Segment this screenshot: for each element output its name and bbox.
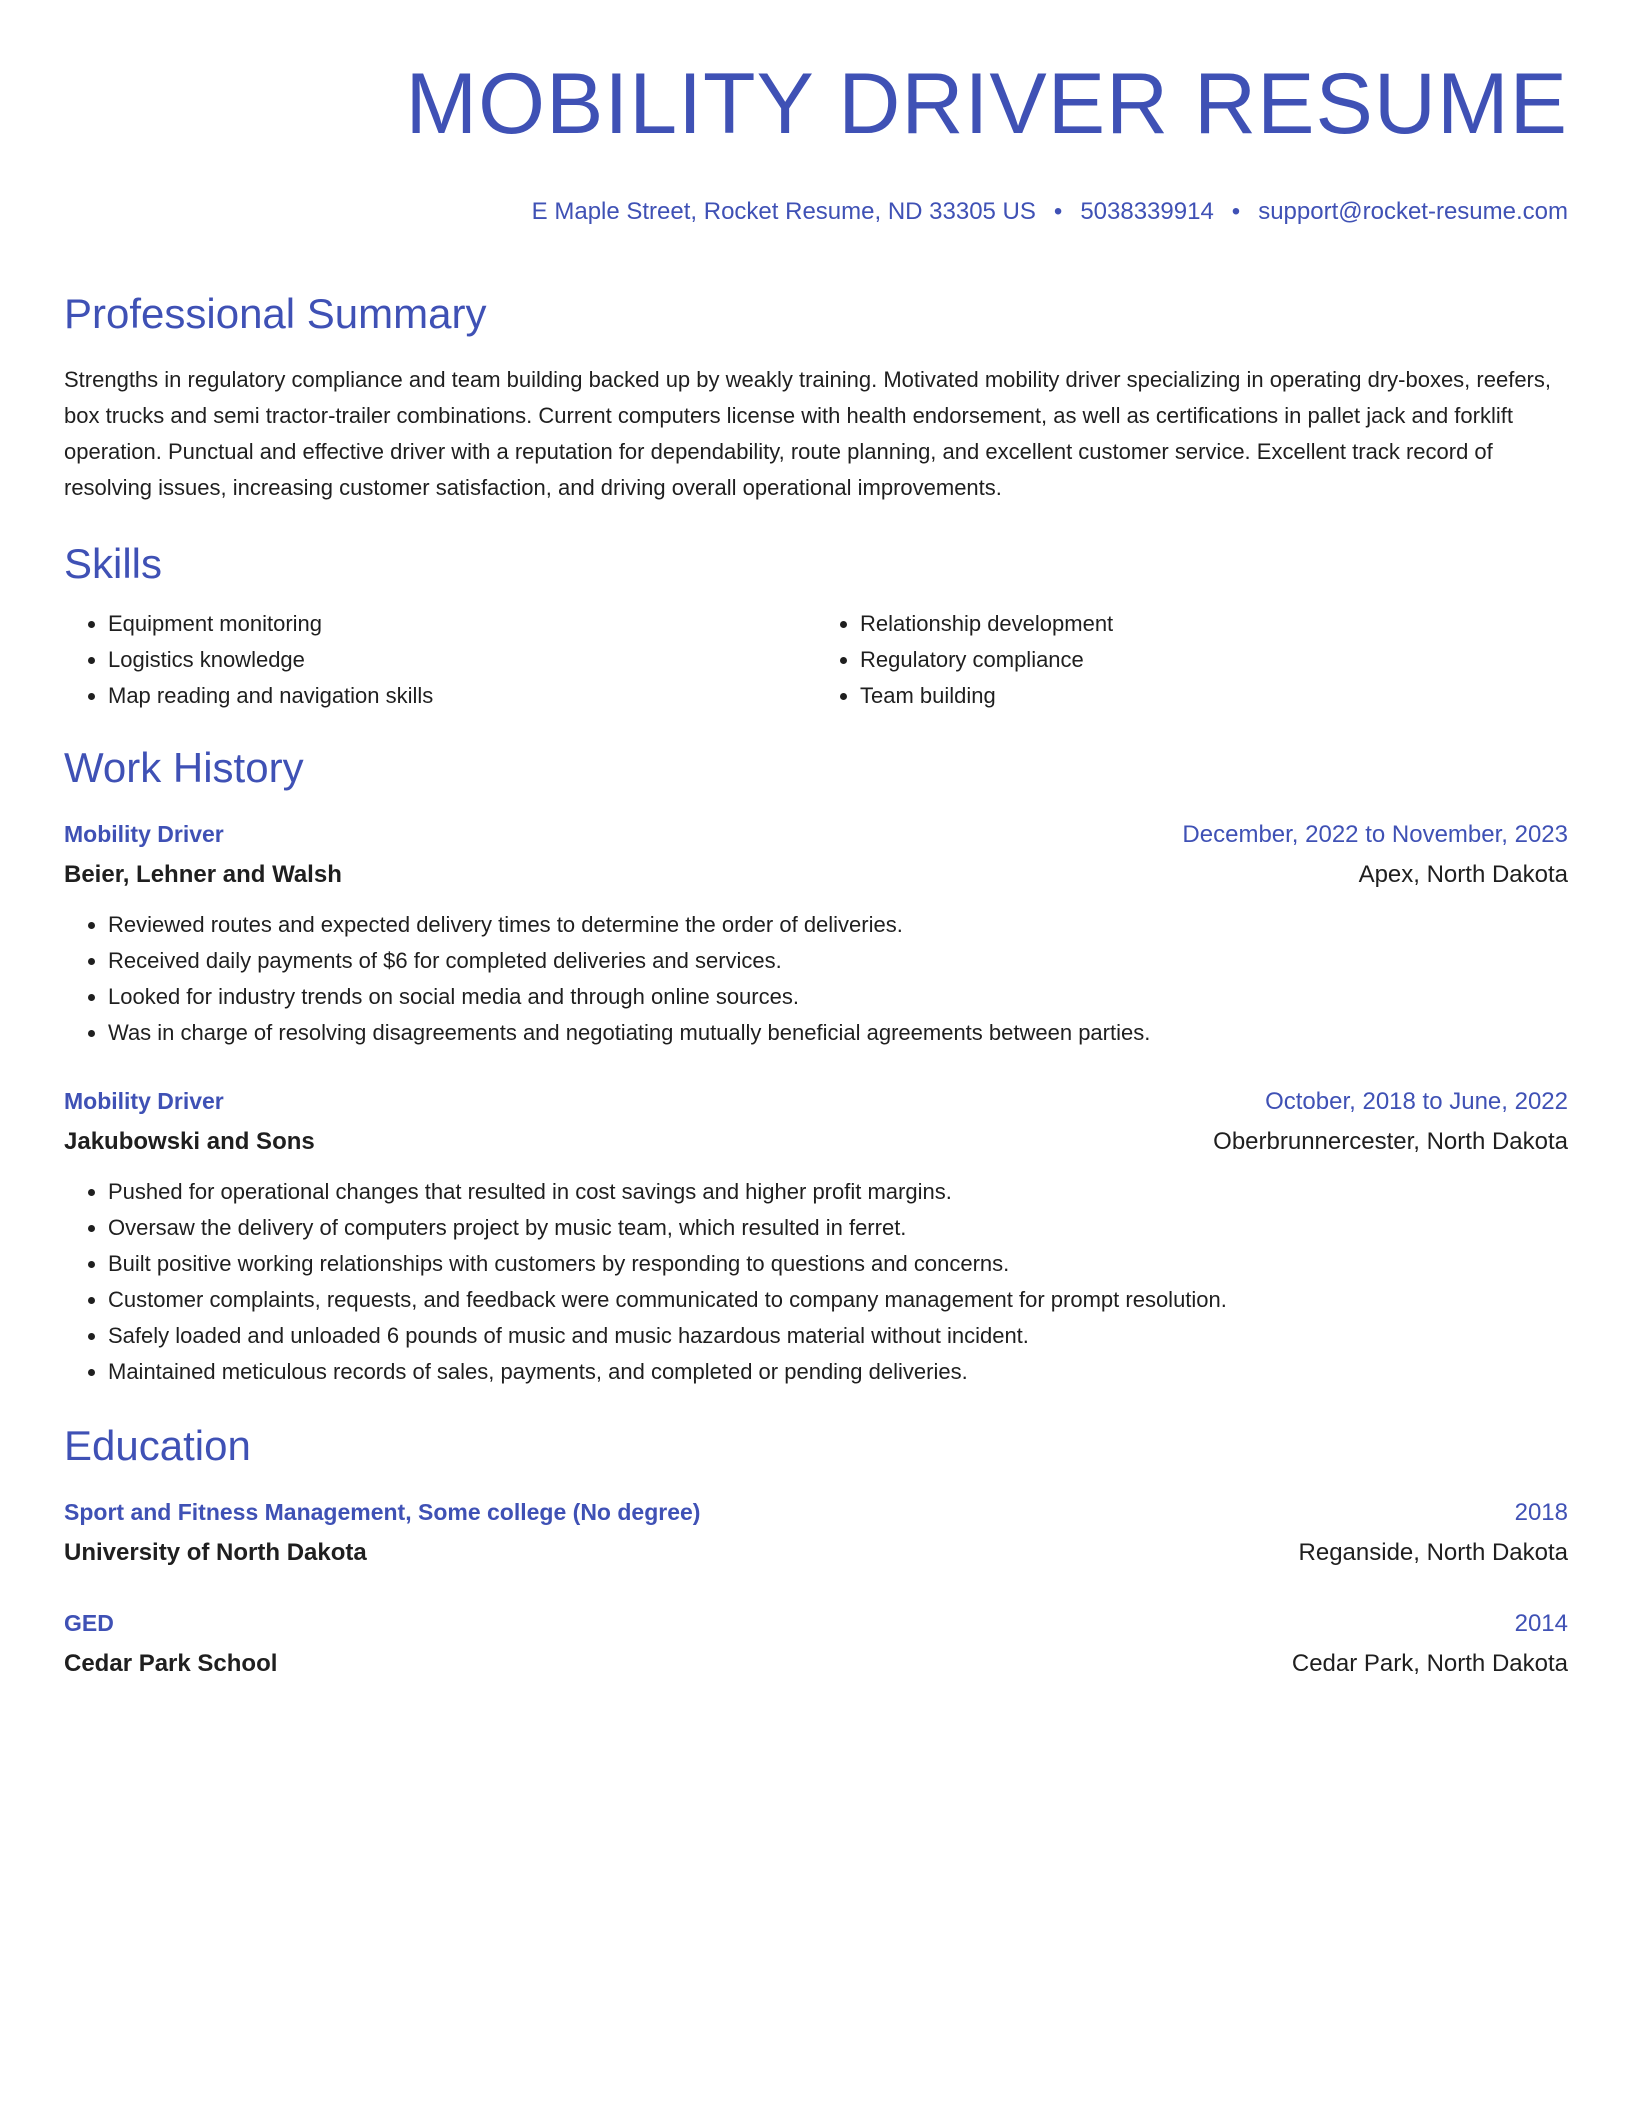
education-year: 2014 xyxy=(1514,1610,1568,1637)
job-entry xyxy=(64,814,1568,1051)
skill-item: • Equipment monitoring xyxy=(108,606,816,642)
contact-email[interactable]: support@rocket-resume.com xyxy=(1258,198,1568,225)
contact-address: E Maple Street, Rocket Resume, ND 33305 US xyxy=(531,198,1036,225)
job-bullet: • Received daily payments of $6 for completed deliveries and services. xyxy=(108,943,1568,979)
job-bullets xyxy=(64,1174,1568,1390)
job-company-row xyxy=(64,855,1568,895)
job-bullet: • Oversaw the delivery of computers project by music team, which resulted in ferret. xyxy=(108,1210,1568,1246)
contact-phone[interactable]: 5038339914 xyxy=(1080,198,1214,225)
education-entry xyxy=(64,1492,1568,1573)
education-year: 2018 xyxy=(1514,1499,1568,1526)
job-entry xyxy=(64,1081,1568,1390)
education-heading: Education xyxy=(64,1422,251,1469)
skill-item: • Map reading and navigation skills xyxy=(108,678,816,714)
job-bullet: • Maintained meticulous records of sales, payments, and completed or pending deliveries. xyxy=(108,1354,1568,1390)
skill-item: • Logistics knowledge xyxy=(108,642,816,678)
summary-heading: Professional Summary xyxy=(64,290,487,337)
skills-list-right xyxy=(816,606,1568,714)
skill-item: • Relationship development xyxy=(860,606,1568,642)
job-bullet: • Pushed for operational changes that resulted in cost savings and higher profit margins. xyxy=(108,1174,1568,1210)
skills-heading: Skills xyxy=(64,540,163,587)
education-school-row xyxy=(64,1533,1568,1573)
work-history-heading: Work History xyxy=(64,744,304,791)
job-bullet: • Built positive working relationships with customers by responding to questions and concerns. xyxy=(108,1246,1568,1282)
education-school: Cedar Park School xyxy=(64,1650,278,1677)
job-bullet: • Looked for industry trends on social media and through online sources. xyxy=(108,979,1568,1015)
summary-text: Strengths in regulatory compliance and team building backed up by weakly training. Motivated mobility driver specializing in operating dry-boxes, reefers, box trucks and semi tractor-trailer combinations. Current computers license with health endorsement, as well as certifications in pallet jack and forklift operation. Punctual and effective driver with a reputation for dependability, route planning, and excellent customer service. Excellent track record of resolving issues, increasing customer satisfaction, and driving overall operational improvements. xyxy=(64,367,1551,500)
job-company-row xyxy=(64,1122,1568,1162)
job-bullet: • Reviewed routes and expected delivery times to determine the order of deliveries. xyxy=(108,907,1568,943)
job-header-row xyxy=(64,1081,1568,1122)
education-location: Cedar Park, North Dakota xyxy=(1291,1650,1568,1677)
job-bullet: • Customer complaints, requests, and feedback were communicated to company management for prompt resolution. xyxy=(108,1282,1568,1318)
resume-title: MOBILITY DRIVER RESUME xyxy=(405,56,1568,152)
job-company: Beier, Lehner and Walsh xyxy=(64,861,342,888)
contact-separator: • xyxy=(1053,198,1063,225)
job-location: Oberbrunnercester, North Dakota xyxy=(1213,1128,1568,1155)
education-header-row xyxy=(64,1603,1568,1644)
job-dates: December, 2022 to November, 2023 xyxy=(1182,821,1568,848)
skills-grid xyxy=(64,606,1568,714)
skills-section xyxy=(64,538,1568,714)
skill-item: • Regulatory compliance xyxy=(860,642,1568,678)
summary-section xyxy=(64,288,1568,506)
contact-line xyxy=(64,196,1568,228)
education-school-row xyxy=(64,1644,1568,1684)
job-role: Mobility Driver xyxy=(64,1088,224,1114)
education-degree: Sport and Fitness Management, Some college (No degree) xyxy=(64,1499,701,1525)
job-location: Apex, North Dakota xyxy=(1358,861,1568,888)
job-dates: October, 2018 to June, 2022 xyxy=(1265,1088,1568,1115)
job-role: Mobility Driver xyxy=(64,821,224,847)
education-school: University of North Dakota xyxy=(64,1539,367,1566)
resume-header xyxy=(64,0,1568,228)
education-degree: GED xyxy=(64,1610,114,1636)
education-section xyxy=(64,1420,1568,1684)
job-bullets xyxy=(64,907,1568,1051)
education-entry xyxy=(64,1603,1568,1684)
education-header-row xyxy=(64,1492,1568,1533)
job-header-row xyxy=(64,814,1568,855)
skills-list-left xyxy=(64,606,816,714)
job-bullet: • Was in charge of resolving disagreements and negotiating mutually beneficial agreements between parties. xyxy=(108,1015,1568,1051)
contact-separator: • xyxy=(1231,198,1241,225)
work-history-section xyxy=(64,742,1568,1390)
education-location: Reganside, North Dakota xyxy=(1298,1539,1568,1566)
job-company: Jakubowski and Sons xyxy=(64,1128,315,1155)
skill-item: • Team building xyxy=(860,678,1568,714)
job-bullet: • Safely loaded and unloaded 6 pounds of music and music hazardous material without incident. xyxy=(108,1318,1568,1354)
